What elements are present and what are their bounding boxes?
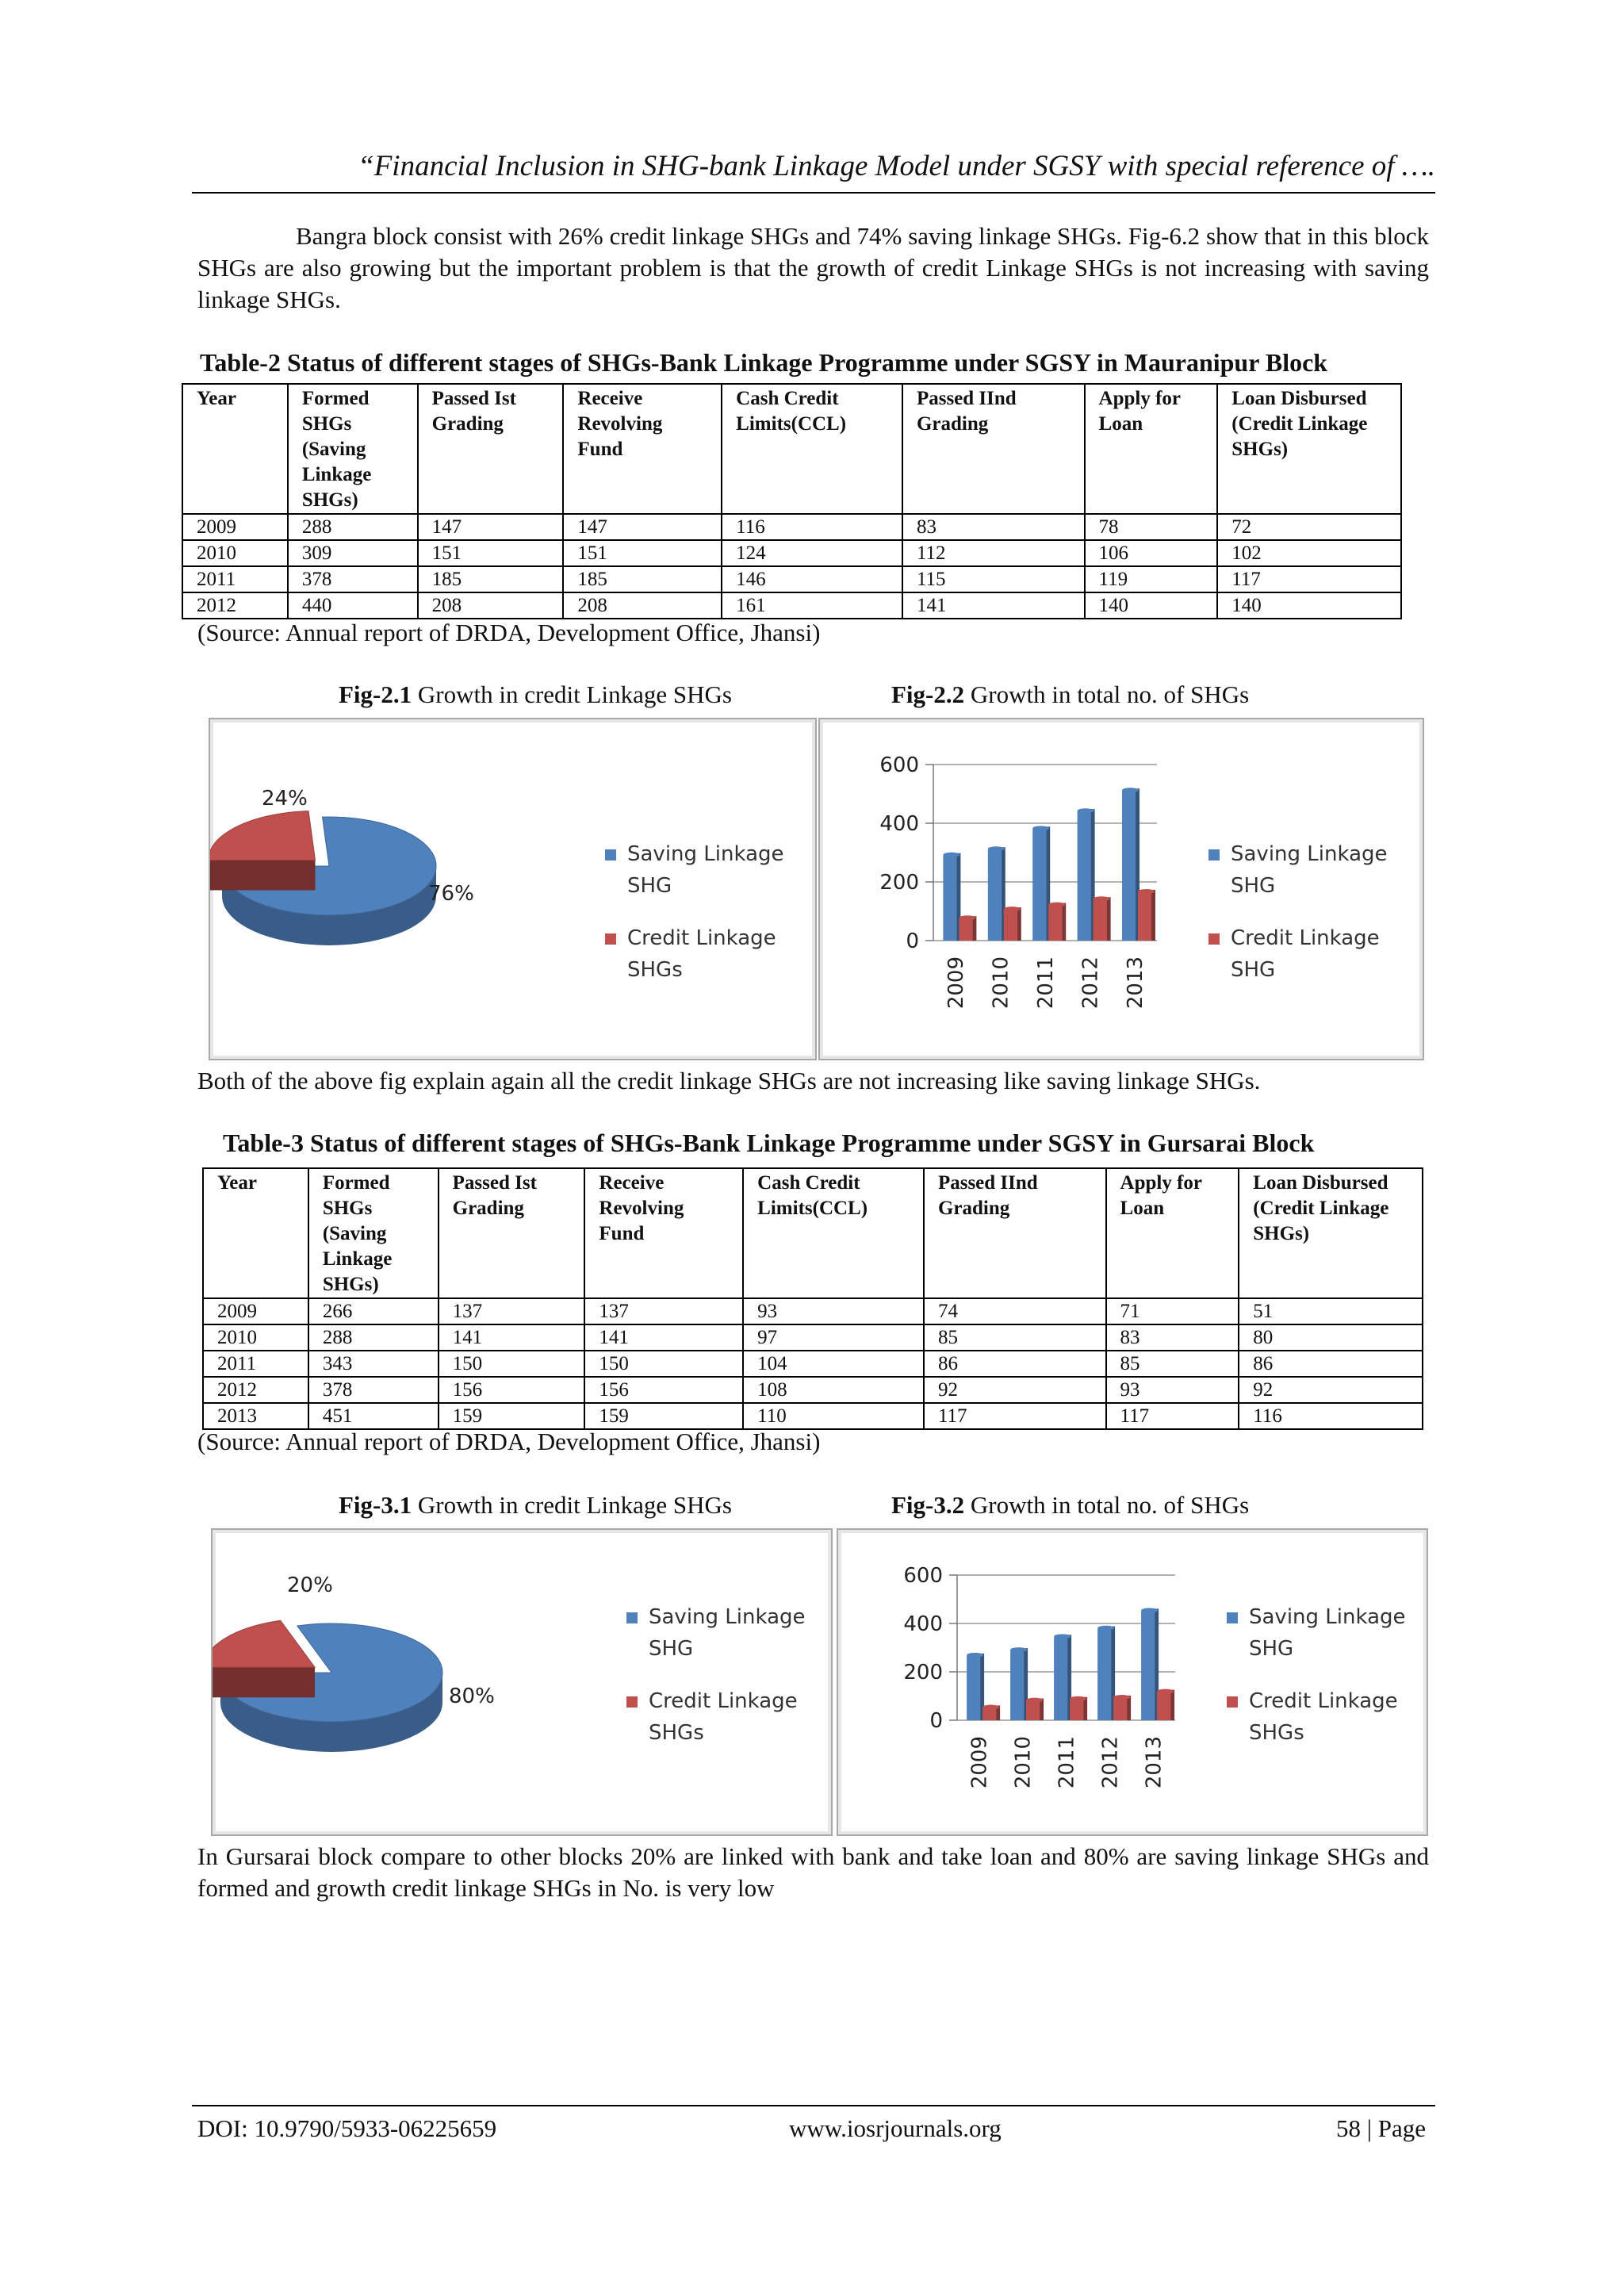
table-row	[182, 514, 1401, 540]
table-cell: 147	[563, 514, 722, 540]
data-label: 76%	[428, 882, 474, 906]
bar-side	[972, 916, 976, 941]
table-cell: 140	[1085, 592, 1218, 619]
column-header: Receive Revolving Fund	[563, 384, 722, 514]
x-tick-label: 2010	[989, 956, 1013, 1010]
table-header-row	[182, 384, 1401, 514]
table-header-row	[203, 1168, 1423, 1298]
bar	[1141, 1611, 1155, 1720]
column-header: Cash Credit Limits(CCL)	[743, 1168, 924, 1298]
bar	[1113, 1698, 1127, 1720]
figure-2-commentary	[197, 1065, 1429, 1097]
footer-page-number: 58 | Page	[1336, 2114, 1426, 2142]
table-2	[182, 383, 1402, 619]
table-cell: 159	[584, 1403, 743, 1429]
x-tick-label: 2009	[944, 956, 969, 1010]
table-cell: 83	[1106, 1324, 1239, 1351]
bar-side	[1107, 897, 1111, 941]
bar-top	[1054, 1634, 1071, 1639]
table-cell: 2010	[203, 1324, 308, 1351]
bar-top	[943, 853, 959, 857]
fig-caption-text: Growth in credit Linkage SHGs	[412, 1491, 732, 1519]
table-row	[182, 540, 1401, 566]
y-tick-label: 200	[903, 1661, 943, 1685]
table-cell: 2010	[182, 540, 288, 566]
footer-doi: DOI: 10.9790/5933-06225659	[197, 2114, 497, 2142]
table-cell: 137	[439, 1298, 585, 1324]
table-cell: 147	[418, 514, 564, 540]
table-cell: 93	[1106, 1377, 1239, 1403]
bar-side	[1017, 907, 1021, 941]
table-cell: 141	[439, 1324, 585, 1351]
column-header: Passed Ist Grading	[439, 1168, 585, 1298]
table-cell: 2011	[203, 1351, 308, 1377]
table-cell: 151	[563, 540, 722, 566]
bar	[1010, 1650, 1024, 1720]
table-3	[202, 1167, 1423, 1430]
pie-chart	[213, 1530, 831, 1834]
column-header: Apply for Loan	[1085, 384, 1218, 514]
bar-top	[1138, 889, 1155, 894]
table-cell: 102	[1217, 540, 1401, 566]
table-cell: 83	[902, 514, 1085, 540]
table-cell: 97	[743, 1324, 924, 1351]
y-tick-label: 0	[929, 1709, 943, 1733]
fig-label: Fig-2.2	[891, 680, 965, 708]
bar	[1138, 892, 1151, 941]
column-header: Formed SHGs (Saving Linkage SHGs)	[288, 384, 418, 514]
table-cell: 150	[439, 1351, 585, 1377]
bar-top	[1122, 788, 1139, 792]
bar-top	[1141, 1608, 1158, 1612]
table-cell: 288	[308, 1324, 439, 1351]
table-cell: 74	[924, 1298, 1106, 1324]
bar-top	[1004, 907, 1021, 911]
legend-label: Credit Linkage SHGs	[649, 1689, 798, 1745]
legend-label: Credit Linkage SHG	[1231, 926, 1380, 982]
bar	[1032, 829, 1046, 941]
bar-top	[1032, 826, 1049, 830]
x-tick-label: 2012	[1098, 1736, 1123, 1789]
table-cell: 104	[743, 1351, 924, 1377]
bar-top	[1097, 1626, 1114, 1631]
legend-label: Saving Linkage SHG	[649, 1605, 806, 1661]
x-tick-label: 2013	[1123, 956, 1147, 1010]
fig-3-2-chart	[837, 1528, 1428, 1836]
table-cell: 156	[439, 1377, 585, 1403]
bar	[1054, 1637, 1067, 1720]
legend-swatch	[605, 933, 616, 945]
bar	[982, 1708, 996, 1720]
fig-3-2-caption	[891, 1491, 1249, 1520]
fig-2-1-chart	[209, 718, 817, 1060]
column-header: Formed SHGs (Saving Linkage SHGs)	[308, 1168, 439, 1298]
fig-2-2-chart	[818, 718, 1424, 1060]
column-header: Receive Revolving Fund	[584, 1168, 743, 1298]
x-tick-label: 2012	[1078, 956, 1103, 1010]
bar-top	[1026, 1698, 1043, 1703]
bar	[943, 856, 956, 941]
table-cell: 2009	[203, 1298, 308, 1324]
bar-top	[982, 1704, 999, 1709]
table-cell: 124	[722, 540, 902, 566]
bar-side	[1151, 890, 1155, 941]
bar-top	[967, 1653, 983, 1658]
table-cell: 185	[418, 566, 564, 592]
bar	[988, 849, 1002, 941]
legend-swatch	[1227, 1696, 1238, 1708]
column-header: Passed IInd Grading	[924, 1168, 1106, 1298]
fig-3-1-chart	[211, 1528, 833, 1836]
fig-2-1-caption	[339, 680, 732, 709]
fig-2-2-caption	[891, 680, 1249, 709]
table-cell: 2012	[182, 592, 288, 619]
table-cell: 117	[1106, 1403, 1239, 1429]
bar-top	[959, 915, 975, 920]
y-tick-label: 0	[906, 930, 919, 953]
table-cell: 2009	[182, 514, 288, 540]
bar-chart	[820, 719, 1423, 1059]
fig-label: Fig-3.2	[891, 1491, 965, 1519]
table-row	[203, 1351, 1423, 1377]
bar-top	[988, 846, 1005, 851]
table-cell: 112	[902, 540, 1085, 566]
intro-paragraph: Bangra block consist with 26% credit linkage SHGs and 74% saving linkage SHGs. Fig-6.2 show that in this block SHGs are also growing but the important problem is that the growth of credit Linkage SHGs is not increasing with saving linkage SHGs.	[197, 222, 1429, 313]
table-cell: 2011	[182, 566, 288, 592]
x-tick-label: 2013	[1142, 1736, 1166, 1789]
bar-top	[1070, 1696, 1086, 1701]
bar-side	[1127, 1696, 1131, 1720]
table-row	[203, 1298, 1423, 1324]
pie-chart	[210, 719, 815, 1059]
legend-swatch	[605, 849, 616, 861]
bar-top	[1094, 896, 1110, 901]
pie-slice	[210, 811, 316, 861]
x-tick-label: 2011	[1034, 956, 1058, 1010]
fig-3-1-caption	[339, 1491, 732, 1520]
y-tick-label: 600	[903, 1564, 943, 1588]
table-cell: 117	[924, 1403, 1106, 1429]
header-rule	[192, 192, 1435, 194]
y-tick-label: 200	[879, 871, 919, 895]
bar	[959, 918, 972, 941]
table-cell: 119	[1085, 566, 1218, 592]
table-cell: 159	[439, 1403, 585, 1429]
table-cell: 92	[1239, 1377, 1423, 1403]
fig-label: Fig-2.1	[339, 680, 412, 708]
bar	[967, 1656, 980, 1720]
table-cell: 117	[1217, 566, 1401, 592]
table-cell: 51	[1239, 1298, 1423, 1324]
table-cell: 106	[1085, 540, 1218, 566]
table-cell: 108	[743, 1377, 924, 1403]
column-header: Cash Credit Limits(CCL)	[722, 384, 902, 514]
table-cell: 80	[1239, 1324, 1423, 1351]
column-header: Passed IInd Grading	[902, 384, 1085, 514]
legend-label: Saving Linkage SHG	[1249, 1605, 1406, 1661]
table-cell: 151	[418, 540, 564, 566]
fig-caption-text: Growth in total no. of SHGs	[964, 1491, 1250, 1519]
table-row	[182, 566, 1401, 592]
table-2-source: (Source: Annual report of DRDA, Development Office, Jhansi)	[197, 619, 821, 646]
table-cell: 161	[722, 592, 902, 619]
table-cell: 116	[722, 514, 902, 540]
running-header-title: “Financial Inclusion in SHG-bank Linkage Model under SGSY with special reference of ….	[358, 150, 1435, 182]
legend-swatch	[626, 1696, 638, 1708]
table-cell: 141	[902, 592, 1085, 619]
table-cell: 2012	[203, 1377, 308, 1403]
bar-side	[1062, 903, 1066, 941]
table-row	[182, 592, 1401, 619]
bar	[1026, 1701, 1040, 1720]
bar	[1070, 1700, 1083, 1720]
table-cell: 85	[1106, 1351, 1239, 1377]
bar	[1078, 811, 1091, 941]
table-cell: 2013	[203, 1403, 308, 1429]
bar	[1097, 1629, 1111, 1720]
table-cell: 110	[743, 1403, 924, 1429]
bar	[1122, 791, 1136, 941]
data-label: 20%	[287, 1573, 333, 1597]
table-cell: 440	[288, 592, 418, 619]
table-row	[203, 1377, 1423, 1403]
column-header: Passed Ist Grading	[418, 384, 564, 514]
table-cell: 266	[308, 1298, 439, 1324]
table-cell: 115	[902, 566, 1085, 592]
table-cell: 288	[288, 514, 418, 540]
bar-top	[1078, 808, 1094, 813]
table-cell: 141	[584, 1324, 743, 1351]
column-header: Loan Disbursed (Credit Linkage SHGs)	[1239, 1168, 1423, 1298]
closing-paragraph: In Gursarai block compare to other blocks 20% are linked with bank and take loan and 80% are saving linkage SHGs and formed and growth credit linkage SHGs in No. is very low	[197, 1842, 1429, 1902]
table-cell: 378	[308, 1377, 439, 1403]
pie-slice-side	[213, 1667, 315, 1697]
bar-top	[1048, 903, 1065, 907]
legend-label: Saving Linkage SHG	[627, 842, 784, 898]
footer-rule	[192, 2105, 1435, 2106]
data-label: 24%	[262, 787, 308, 811]
table-cell: 156	[584, 1377, 743, 1403]
column-header: Year	[203, 1168, 308, 1298]
table-row	[203, 1324, 1423, 1351]
bar-side	[1170, 1690, 1174, 1720]
table-cell: 208	[563, 592, 722, 619]
data-label: 80%	[449, 1685, 495, 1708]
table-cell: 140	[1217, 592, 1401, 619]
pie-slice-side	[210, 860, 316, 890]
bar-top	[1010, 1647, 1027, 1652]
table-cell: 343	[308, 1351, 439, 1377]
bar	[1048, 906, 1062, 941]
table-cell: 71	[1106, 1298, 1239, 1324]
table-cell: 451	[308, 1403, 439, 1429]
fig-caption-text: Growth in total no. of SHGs	[964, 680, 1250, 708]
table-cell: 185	[563, 566, 722, 592]
table-cell: 78	[1085, 514, 1218, 540]
legend-label: Credit Linkage SHGs	[627, 926, 776, 982]
table-cell: 309	[288, 540, 418, 566]
bar	[1094, 899, 1107, 941]
commentary-text: Both of the above fig explain again all the credit linkage SHGs are not increasing like saving linkage SHGs.	[197, 1067, 1261, 1094]
legend-swatch	[1208, 933, 1220, 945]
bar-chart	[838, 1530, 1427, 1834]
table-cell: 92	[924, 1377, 1106, 1403]
table-cell: 150	[584, 1351, 743, 1377]
bar-top	[1113, 1695, 1130, 1700]
x-tick-label: 2011	[1055, 1736, 1079, 1789]
table-cell: 85	[924, 1324, 1106, 1351]
table-cell: 86	[924, 1351, 1106, 1377]
legend-label: Saving Linkage SHG	[1231, 842, 1388, 898]
table-row	[203, 1403, 1423, 1429]
bar	[1157, 1692, 1170, 1720]
table-cell: 146	[722, 566, 902, 592]
column-header: Apply for Loan	[1106, 1168, 1239, 1298]
legend-swatch	[626, 1612, 638, 1623]
column-header: Loan Disbursed (Credit Linkage SHGs)	[1217, 384, 1401, 514]
bar-top	[1157, 1689, 1174, 1694]
y-tick-label: 400	[903, 1612, 943, 1636]
bar	[1004, 910, 1017, 941]
y-tick-label: 400	[879, 812, 919, 836]
table-cell: 378	[288, 566, 418, 592]
x-tick-label: 2010	[1011, 1736, 1036, 1789]
y-tick-label: 600	[879, 753, 919, 777]
legend-label: Credit Linkage SHGs	[1249, 1689, 1398, 1745]
table-cell: 72	[1217, 514, 1401, 540]
table-cell: 116	[1239, 1403, 1423, 1429]
column-header: Year	[182, 384, 288, 514]
fig-caption-text: Growth in credit Linkage SHGs	[412, 680, 732, 708]
legend-swatch	[1227, 1612, 1238, 1623]
bar-side	[1083, 1697, 1087, 1720]
fig-label: Fig-3.1	[339, 1491, 412, 1519]
table-cell: 208	[418, 592, 564, 619]
table-cell: 86	[1239, 1351, 1423, 1377]
footer-website: www.iosrjournals.org	[789, 2114, 1002, 2142]
table-3-title: Table-3 Status of different stages of SHGs-Bank Linkage Programme under SGSY in Gursarai Block	[223, 1129, 1315, 1157]
table-cell: 137	[584, 1298, 743, 1324]
table-3-source: (Source: Annual report of DRDA, Development Office, Jhansi)	[197, 1428, 821, 1455]
legend-swatch	[1208, 849, 1220, 861]
x-tick-label: 2009	[967, 1736, 992, 1789]
table-2-title: Table-2 Status of different stages of SHGs-Bank Linkage Programme under SGSY in Mauranipur Block	[200, 348, 1328, 377]
table-cell: 93	[743, 1298, 924, 1324]
